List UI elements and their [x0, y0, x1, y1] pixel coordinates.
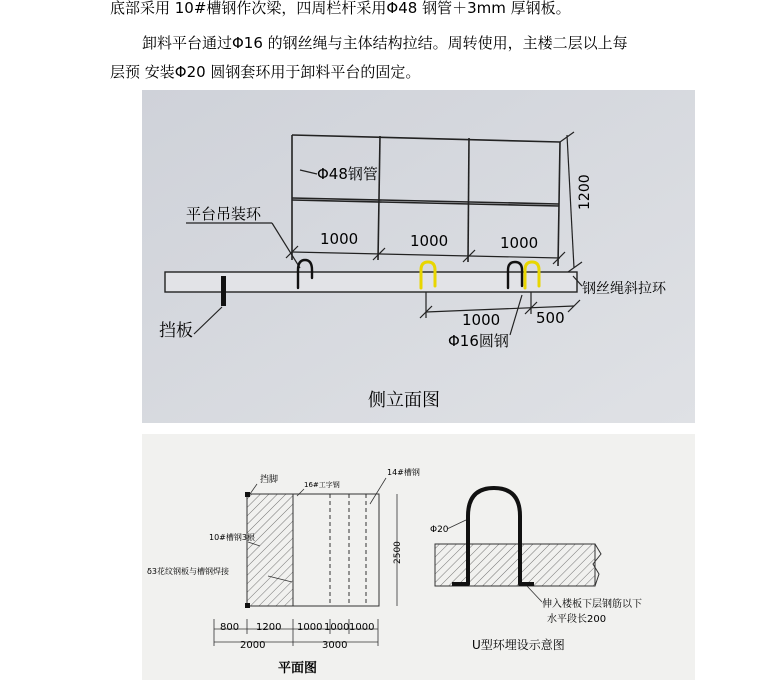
- side-elevation-photo: [142, 90, 695, 423]
- dim-2000: 2000: [240, 640, 266, 651]
- channel10-label: 10#槽钢3根: [209, 533, 255, 542]
- spacing-label-2: 1000: [410, 232, 449, 250]
- side-elevation-caption: 侧立面图: [368, 390, 440, 411]
- paragraph-line-1: 底部采用 10#槽钢作次梁，四周栏杆采用Φ48 钢管＋3mm 厚钢板。: [110, 0, 571, 17]
- spacing-label-1: 1000: [320, 230, 359, 248]
- i-beam-label: 16#工字钢: [304, 481, 340, 489]
- toe-board-label: 挡脚: [260, 475, 279, 485]
- pipe-label: Φ48钢管: [317, 165, 378, 183]
- bottom-dimension-2: 500: [536, 309, 565, 327]
- paragraph-line-3: 层预 安装Φ20 圆钢套环用于卸料平台的固定。: [110, 63, 421, 81]
- channel14-label: 14#槽钢: [387, 468, 420, 477]
- dim-1000-b: 1000: [324, 622, 350, 633]
- dim-1000-c: 1000: [349, 622, 375, 633]
- width-dimension: 2500: [393, 541, 403, 564]
- paragraph-line-2: 卸料平台通过Φ16 的钢丝绳与主体结构拉结。周转使用，主楼二层以上每: [142, 34, 628, 52]
- rod-label: Φ16圆钢: [448, 332, 509, 350]
- u-ring-caption: U型环埋设示意图: [472, 638, 565, 652]
- plate-label: δ3花纹钢板与槽钢焊接: [147, 567, 229, 576]
- u-ring-note-2: 水平段长200: [547, 614, 607, 625]
- side-elevation-drawing: [142, 90, 695, 423]
- bottom-dimension-1: 1000: [462, 311, 501, 329]
- toe-board-area: [247, 494, 293, 606]
- plan-view-photo: [142, 434, 695, 680]
- plan-view-caption: 平面图: [278, 661, 318, 676]
- spacing-label-3: 1000: [500, 234, 539, 252]
- platform-beam: [165, 272, 577, 292]
- plan-view-drawing: [142, 434, 695, 680]
- baffle-label: 挡板: [159, 321, 193, 341]
- dim-1000-a: 1000: [297, 622, 323, 633]
- wire-rope-label: 钢丝绳斜拉环: [582, 281, 666, 297]
- dim-800: 800: [220, 622, 240, 633]
- u-ring-note-1: 伸入楼板下层钢筋以下: [542, 599, 642, 610]
- baffle: [221, 276, 226, 306]
- floor-slab: [435, 544, 595, 586]
- dim-3000: 3000: [322, 640, 348, 651]
- u-ring-phi-label: Φ20: [430, 525, 449, 535]
- dim-1200: 1200: [256, 622, 282, 633]
- height-dimension-label: 1200: [577, 174, 593, 210]
- lift-ring-label: 平台吊装环: [186, 205, 262, 223]
